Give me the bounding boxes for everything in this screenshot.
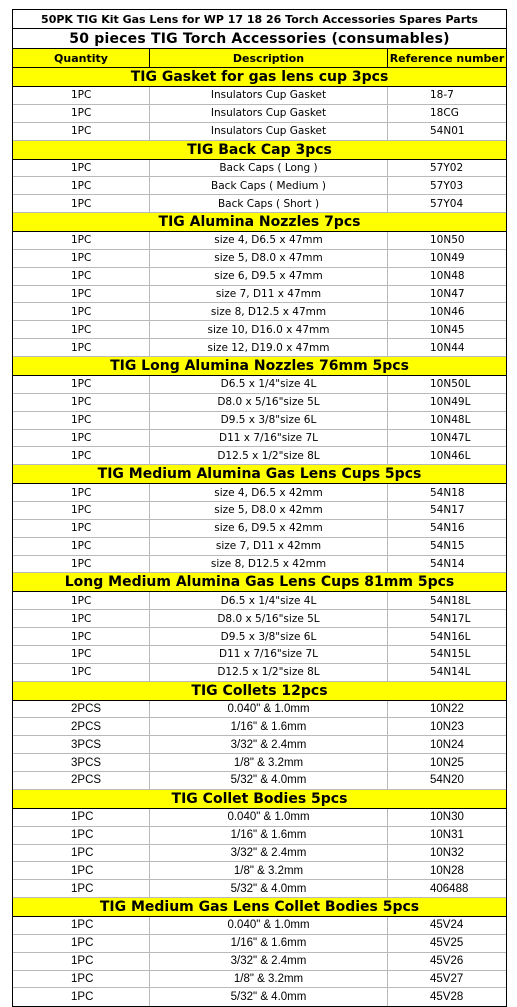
quantity-cell: 1PC (13, 160, 150, 177)
reference-column-header: Reference number (389, 51, 505, 65)
table-row (13, 232, 506, 250)
section-header: TIG Alumina Nozzles 7pcs (13, 213, 506, 232)
table-row (13, 286, 506, 304)
table-row (13, 87, 506, 105)
table-row (13, 718, 506, 736)
table-row (13, 376, 506, 394)
table-row (13, 430, 506, 448)
description-cell: Back Caps ( Long ) (150, 160, 388, 177)
description-cell: 1/8" & 3.2mm (150, 754, 388, 771)
reference-cell: 54N16L (430, 630, 471, 643)
description-cell: size 5, D8.0 x 47mm (150, 250, 388, 267)
table-row (13, 502, 506, 520)
table-row (13, 880, 506, 898)
reference-cell: 10N46L (430, 449, 471, 462)
section-header: TIG Medium Alumina Gas Lens Cups 5pcs (13, 465, 506, 484)
quantity-cell: 1PC (13, 484, 150, 501)
reference-cell: 54N18L (430, 594, 471, 607)
quantity-cell: 3PCS (13, 736, 150, 753)
table-row (13, 538, 506, 556)
description-cell: size 10, D16.0 x 47mm (150, 321, 388, 338)
table-row (13, 736, 506, 754)
quantity-cell: 2PCS (13, 701, 150, 718)
column-header-row (13, 49, 506, 68)
quantity-cell: 1PC (13, 394, 150, 411)
section-header: TIG Long Alumina Nozzles 76mm 5pcs (13, 357, 506, 376)
description-cell: 5/32" & 4.0mm (150, 772, 388, 789)
reference-cell: 10N47L (430, 431, 471, 444)
quantity-cell: 1PC (13, 268, 150, 285)
section-header: TIG Collet Bodies 5pcs (13, 790, 506, 809)
quantity-cell: 1PC (13, 809, 150, 826)
table-row (13, 754, 506, 772)
description-cell: D6.5 x 1/4"size 4L (150, 592, 388, 609)
table-row (13, 484, 506, 502)
quantity-cell: 1PC (13, 646, 150, 663)
reference-cell: 45V27 (430, 973, 464, 986)
quantity-cell: 1PC (13, 664, 150, 681)
description-cell: Insulators Cup Gasket (150, 87, 388, 104)
description-cell: D9.5 x 3/8"size 6L (150, 412, 388, 429)
description-cell: D6.5 x 1/4"size 4L (150, 376, 388, 393)
description-cell: D12.5 x 1/2"size 8L (150, 664, 388, 681)
reference-cell: 45V28 (430, 991, 464, 1004)
reference-cell: 10N46 (430, 305, 465, 318)
reference-cell: 54N15L (430, 648, 471, 661)
section-header: TIG Medium Gas Lens Collet Bodies 5pcs (13, 898, 506, 917)
quantity-cell: 1PC (13, 430, 150, 447)
table-row (13, 556, 506, 574)
table-row (13, 339, 506, 357)
quantity-cell: 1PC (13, 628, 150, 645)
table-row (13, 195, 506, 213)
description-cell: size 7, D11 x 42mm (150, 538, 388, 555)
description-cell: 5/32" & 4.0mm (150, 988, 388, 1006)
quantity-cell: 1PC (13, 447, 150, 464)
reference-cell: 54N17L (430, 612, 471, 625)
table-row (13, 250, 506, 268)
quantity-cell: 1PC (13, 376, 150, 393)
reference-cell: 10N30 (430, 811, 464, 824)
table-row (13, 610, 506, 628)
description-cell: 0.040" & 1.0mm (150, 809, 388, 826)
description-cell: 0.040" & 1.0mm (150, 701, 388, 718)
quantity-cell: 1PC (13, 845, 150, 862)
reference-cell: 10N31 (430, 829, 464, 842)
quantity-cell: 1PC (13, 105, 150, 122)
quantity-cell: 1PC (13, 935, 150, 952)
quantity-cell: 1PC (13, 520, 150, 537)
table-row (13, 827, 506, 845)
reference-cell: 45V24 (430, 919, 464, 932)
quantity-cell: 1PC (13, 538, 150, 555)
reference-cell: 10N22 (430, 703, 464, 716)
description-cell: size 6, D9.5 x 42mm (150, 520, 388, 537)
reference-cell: 54N14L (430, 666, 471, 679)
parts-table (12, 9, 507, 1007)
table-row (13, 592, 506, 610)
description-cell: 5/32" & 4.0mm (150, 880, 388, 897)
quantity-cell: 1PC (13, 339, 150, 356)
section-header: TIG Collets 12pcs (13, 682, 506, 701)
table-row (13, 105, 506, 123)
reference-cell: 57Y03 (430, 179, 464, 192)
description-cell: D9.5 x 3/8"size 6L (150, 628, 388, 645)
quantity-cell: 1PC (13, 953, 150, 970)
table-row (13, 646, 506, 664)
reference-cell: 10N49L (430, 396, 471, 409)
quantity-cell: 1PC (13, 988, 150, 1006)
description-cell: size 4, D6.5 x 47mm (150, 232, 388, 249)
table-row (13, 809, 506, 827)
quantity-cell: 2PCS (13, 772, 150, 789)
description-cell: size 6, D9.5 x 47mm (150, 268, 388, 285)
table-row (13, 971, 506, 989)
quantity-cell: 1PC (13, 971, 150, 988)
table-title: 50PK TIG Kit Gas Lens for WP 17 18 26 Torch Accessories Spares Parts (13, 10, 506, 29)
description-cell: 1/16" & 1.6mm (150, 718, 388, 735)
reference-cell: 54N15 (430, 540, 465, 553)
reference-cell: 10N48L (430, 414, 471, 427)
table-row (13, 321, 506, 339)
description-cell: D8.0 x 5/16"size 5L (150, 394, 388, 411)
table-row (13, 303, 506, 321)
description-cell: 1/8" & 3.2mm (150, 862, 388, 879)
reference-cell: 10N48 (430, 270, 465, 283)
quantity-cell: 3PCS (13, 754, 150, 771)
reference-cell: 57Y04 (430, 197, 464, 210)
description-cell: size 12, D19.0 x 47mm (150, 339, 388, 356)
reference-cell: 18CG (430, 107, 459, 120)
table-row (13, 664, 506, 682)
table-row (13, 935, 506, 953)
reference-cell: 54N01 (430, 125, 465, 138)
reference-cell: 10N23 (430, 720, 464, 733)
description-cell: size 4, D6.5 x 42mm (150, 484, 388, 501)
quantity-cell: 1PC (13, 195, 150, 212)
reference-cell: 54N20 (430, 774, 464, 787)
description-cell: Back Caps ( Medium ) (150, 177, 388, 194)
quantity-cell: 1PC (13, 556, 150, 573)
quantity-cell: 1PC (13, 502, 150, 519)
quantity-cell: 1PC (13, 827, 150, 844)
description-cell: 3/32" & 2.4mm (150, 845, 388, 862)
section-header: Long Medium Alumina Gas Lens Cups 81mm 5pcs (13, 573, 506, 592)
reference-cell: 10N44 (430, 341, 465, 354)
description-cell: 1/16" & 1.6mm (150, 827, 388, 844)
table-subtitle: 50 pieces TIG Torch Accessories (consumables) (13, 29, 506, 49)
quantity-cell: 1PC (13, 592, 150, 609)
table-row (13, 123, 506, 141)
description-cell: 1/16" & 1.6mm (150, 935, 388, 952)
quantity-cell: 1PC (13, 303, 150, 320)
reference-cell: 10N45 (430, 323, 465, 336)
description-cell: size 8, D12.5 x 42mm (150, 556, 388, 573)
reference-cell: 10N50L (430, 378, 471, 391)
table-row (13, 628, 506, 646)
quantity-cell: 1PC (13, 412, 150, 429)
section-header: TIG Back Cap 3pcs (13, 141, 506, 160)
table-row (13, 412, 506, 430)
description-cell: 0.040" & 1.0mm (150, 917, 388, 934)
reference-cell: 10N25 (430, 756, 464, 769)
reference-cell: 54N17 (430, 504, 465, 517)
reference-cell: 57Y02 (430, 161, 464, 174)
description-cell: size 7, D11 x 47mm (150, 286, 388, 303)
reference-cell: 10N47 (430, 288, 465, 301)
quantity-cell: 2PCS (13, 718, 150, 735)
table-row (13, 845, 506, 863)
table-row (13, 988, 506, 1006)
quantity-cell: 1PC (13, 917, 150, 934)
reference-cell: 10N28 (430, 864, 464, 877)
reference-cell: 10N49 (430, 252, 465, 265)
description-cell: D11 x 7/16"size 7L (150, 430, 388, 447)
quantity-cell: 1PC (13, 610, 150, 627)
reference-cell: 18-7 (430, 89, 454, 102)
table-row (13, 160, 506, 178)
description-cell: D8.0 x 5/16"size 5L (150, 610, 388, 627)
quantity-cell: 1PC (13, 177, 150, 194)
quantity-cell: 1PC (13, 321, 150, 338)
reference-cell: 10N24 (430, 738, 464, 751)
reference-cell: 45V26 (430, 955, 464, 968)
quantity-cell: 1PC (13, 862, 150, 879)
reference-cell: 54N18 (430, 486, 465, 499)
table-row (13, 447, 506, 465)
quantity-cell: 1PC (13, 87, 150, 104)
description-cell: 3/32" & 2.4mm (150, 736, 388, 753)
reference-cell: 406488 (430, 882, 469, 895)
reference-cell: 45V25 (430, 937, 464, 950)
quantity-cell: 1PC (13, 232, 150, 249)
table-row (13, 394, 506, 412)
description-cell: size 5, D8.0 x 42mm (150, 502, 388, 519)
quantity-cell: 1PC (13, 880, 150, 897)
quantity-column-header: Quantity (13, 49, 150, 67)
table-row (13, 268, 506, 286)
quantity-cell: 1PC (13, 123, 150, 140)
description-cell: Back Caps ( Short ) (150, 195, 388, 212)
description-cell: Insulators Cup Gasket (150, 105, 388, 122)
table-row (13, 917, 506, 935)
reference-cell: 10N32 (430, 846, 464, 859)
quantity-cell: 1PC (13, 250, 150, 267)
description-cell: D12.5 x 1/2"size 8L (150, 447, 388, 464)
table-row (13, 177, 506, 195)
reference-cell: 10N50 (430, 234, 465, 247)
table-row (13, 862, 506, 880)
table-row (13, 953, 506, 971)
table-row (13, 520, 506, 538)
quantity-cell: 1PC (13, 286, 150, 303)
table-row (13, 701, 506, 719)
description-cell: 3/32" & 2.4mm (150, 953, 388, 970)
description-cell: D11 x 7/16"size 7L (150, 646, 388, 663)
description-column-header: Description (150, 49, 388, 67)
description-cell: Insulators Cup Gasket (150, 123, 388, 140)
description-cell: size 8, D12.5 x 47mm (150, 303, 388, 320)
table-row (13, 772, 506, 790)
description-cell: 1/8" & 3.2mm (150, 971, 388, 988)
reference-cell: 54N16 (430, 522, 465, 535)
section-header: TIG Gasket for gas lens cup 3pcs (13, 68, 506, 87)
reference-cell: 54N14 (430, 557, 465, 570)
